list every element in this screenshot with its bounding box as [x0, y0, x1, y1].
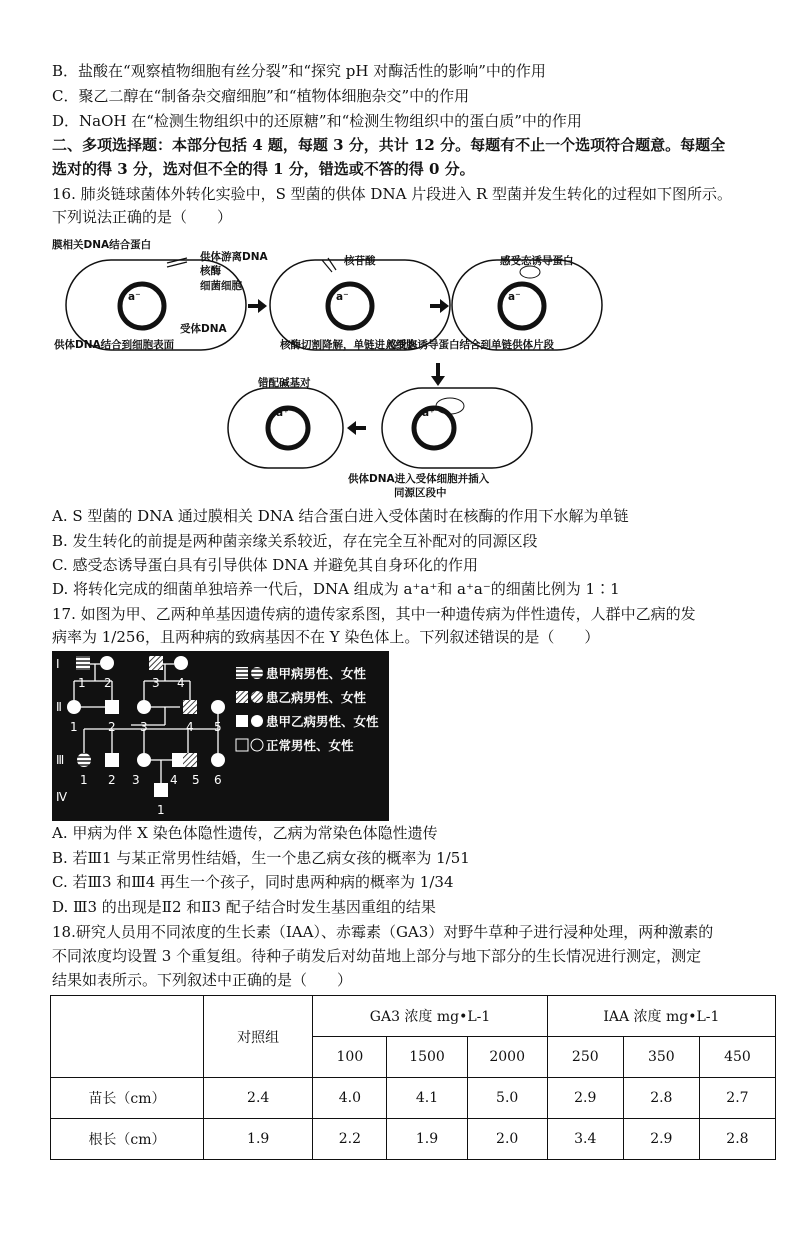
num-IV1: 1: [157, 803, 165, 817]
allele-label-1: a⁻: [128, 291, 141, 303]
cell: 2.9: [623, 1119, 699, 1160]
cell: 2.9: [547, 1078, 623, 1119]
receptor-dna-2: [328, 284, 372, 328]
arrow-left-head: [347, 421, 356, 435]
ga3-conc-2: 1500: [387, 1037, 467, 1078]
legend-sym-b-male: [236, 691, 248, 703]
option-c-prev: C．聚乙二醇在“制备杂交瘤细胞”和“植物体细胞杂交”中的作用: [52, 87, 470, 105]
label-bacterial-cell: 细菌细胞: [200, 280, 242, 292]
q17-option-c: C. 若Ⅲ3 和Ⅲ4 再生一个孩子，同时患两种病的概率为 1/34: [52, 873, 454, 891]
q18-stem-line3: 结果如表所示。下列叙述中正确的是（ ）: [52, 971, 353, 989]
header-ga3: GA3 浓度 mg•L-1: [313, 996, 547, 1037]
section2-line2: 选对的得 3 分，选对但不全的得 1 分，错选或不答的得 0 分。: [52, 160, 475, 178]
caption-step2: 核酶切割降解，单链进入细胞: [280, 339, 417, 351]
gen-label-3: Ⅲ: [56, 753, 65, 767]
ped-II1: [67, 700, 81, 714]
receptor-dna-1: [120, 284, 164, 328]
ga3-conc-1: 100: [313, 1037, 387, 1078]
num-II1: 1: [70, 720, 78, 734]
ped-I1: [76, 656, 90, 670]
ped-III1: [77, 753, 91, 767]
table-row: [51, 1078, 776, 1119]
q17-stem-line1: 17. 如图为甲、乙两种单基因遗传病的遗传家系图，其中一种遗传病为伴性遗传，人群中乙病的发: [52, 605, 696, 623]
cell: 2.0: [467, 1119, 547, 1160]
caption-step1: 供体DNA结合到细胞表面: [54, 339, 175, 351]
cell-4: [382, 388, 532, 468]
row-label: 苗长（cm）: [51, 1078, 204, 1119]
num-II3: 3: [140, 720, 148, 734]
ped-III3: [137, 753, 151, 767]
num-III4: 4: [170, 773, 178, 787]
ped-I3: [149, 656, 163, 670]
ped-IV1: [154, 783, 168, 797]
iaa-conc-3: 450: [699, 1037, 775, 1078]
ped-II2: [105, 700, 119, 714]
label-nucleotide: 核苷酸: [344, 255, 376, 267]
label-mismatch: 错配碱基对: [258, 377, 311, 389]
table-corner: [51, 996, 204, 1078]
q17-option-b: B. 若Ⅲ1 与某正常男性结婚，生一个患乙病女孩的概率为 1/51: [52, 849, 470, 867]
cell: 4.1: [387, 1078, 467, 1119]
legend-sym-a-female: [251, 667, 263, 679]
option-b-prev: B．盐酸在“观察植物细胞有丝分裂”和“探究 pH 对酶活性的影响”中的作用: [52, 62, 546, 80]
legend-sym-a-male: [236, 667, 248, 679]
legend-sym-normal-female: [251, 739, 263, 751]
ped-III5: [183, 753, 197, 767]
q18-stem-line2: 不同浓度均设置 3 个重复组。待种子萌发后对幼苗地上部分与地下部分的生长情况进行测定，测定: [52, 947, 702, 965]
ped-I2: [100, 656, 114, 670]
allele-label-5: a⁺: [276, 407, 289, 419]
cell: 4.0: [313, 1078, 387, 1119]
legend-disease-a: 患甲病男性、女性: [266, 666, 367, 681]
row-label: 根长（cm）: [51, 1119, 204, 1160]
iaa-conc-1: 250: [547, 1037, 623, 1078]
arrow-down-head: [431, 376, 445, 386]
caption-step4b: 同源区段中: [394, 487, 447, 499]
num-III3: 3: [132, 773, 140, 787]
cell-2: [270, 260, 450, 350]
receptor-dna-3: [500, 284, 544, 328]
cell: 2.2: [313, 1119, 387, 1160]
cell: 2.4: [204, 1078, 313, 1119]
caption-step4a: 供体DNA进入受体细胞并插入: [348, 473, 490, 485]
legend-sym-b-female: [251, 691, 263, 703]
num-III1: 1: [80, 773, 88, 787]
caption-step3: 感受态诱导蛋白结合到单链供体片段: [386, 339, 554, 351]
ped-III2: [105, 753, 119, 767]
pedigree-chart: [52, 651, 389, 821]
gen-label-4: Ⅳ: [56, 790, 68, 804]
option-d-prev: D．NaOH 在“检测生物组织中的还原糖”和“检测生物组织中的蛋白质”中的作用: [52, 112, 582, 130]
section2-line1: 二、多项选择题：本部分包括 4 题，每题 3 分，共计 12 分。每题有不止一个选项符合题意。每题全: [52, 136, 726, 154]
num-I2: 2: [104, 676, 112, 690]
cell: 2.8: [623, 1078, 699, 1119]
q16-option-b: B. 发生转化的前提是两种菌亲缘关系较近，存在完全互补配对的同源区段: [52, 532, 538, 550]
cell: 1.9: [204, 1119, 313, 1160]
legend-sym-ab-female: [251, 715, 263, 727]
arrow-2-head: [440, 299, 449, 313]
num-I4: 4: [177, 676, 185, 690]
allele-label-2: a⁻: [336, 291, 349, 303]
legend-sym-normal-male: [236, 739, 248, 751]
iaa-conc-2: 350: [623, 1037, 699, 1078]
arrow-1-head: [258, 299, 267, 313]
allele-label-4: a⁺: [422, 407, 435, 419]
num-II5: 5: [214, 720, 222, 734]
legend-normal: 正常男性、女性: [266, 738, 354, 753]
ga3-conc-3: 2000: [467, 1037, 547, 1078]
num-III6: 6: [214, 773, 222, 787]
q18-stem-line1: 18.研究人员用不同浓度的生长素（IAA）、赤霉素（GA3）对野牛草种子进行浸种处理，两种激素的: [52, 923, 714, 941]
cell: 2.8: [699, 1119, 775, 1160]
q17-option-a: A. 甲病为伴 X 染色体隐性遗传，乙病为常染色体隐性遗传: [52, 824, 438, 842]
legend-disease-b: 患乙病男性、女性: [266, 690, 367, 705]
label-membrane-protein: 膜相关DNA结合蛋白: [52, 239, 152, 251]
q17-option-d: D. Ⅲ3 的出现是Ⅱ2 和Ⅱ3 配子结合时发生基因重组的结果: [52, 898, 436, 916]
header-iaa: IAA 浓度 mg•L-1: [547, 996, 775, 1037]
label-receptor-dna: 受体DNA: [180, 323, 227, 335]
num-II2: 2: [108, 720, 116, 734]
cell: 3.4: [547, 1119, 623, 1160]
q16-stem-line1: 16. 肺炎链球菌体外转化实验中，S 型菌的供体 DNA 片段进入 R 型菌并发生转化的过程如下图所示。: [52, 185, 733, 203]
num-I3: 3: [152, 676, 160, 690]
cell: 5.0: [467, 1078, 547, 1119]
num-III5: 5: [192, 773, 200, 787]
legend-disease-ab: 患甲乙病男性、女性: [266, 714, 379, 729]
q16-stem-line2: 下列说法正确的是（ ）: [52, 208, 233, 226]
cell-5: [228, 388, 343, 468]
cell: 2.7: [699, 1078, 775, 1119]
q17-stem-line2: 病率为 1/256，且两种病的致病基因不在 Y 染色体上。下列叙述错误的是（ ）: [52, 628, 600, 646]
allele-label-3: a⁻: [508, 291, 521, 303]
cell: 1.9: [387, 1119, 467, 1160]
gen-label-2: Ⅱ: [56, 700, 62, 714]
label-donor-free-dna: 供体游离DNA: [200, 251, 268, 263]
q16-option-c: C. 感受态诱导蛋白具有引导供体 DNA 并避免其自身环化的作用: [52, 556, 479, 574]
num-III2: 2: [108, 773, 116, 787]
header-control: 对照组: [204, 996, 313, 1078]
table-row: [51, 1119, 776, 1160]
q16-option-d: D. 将转化完成的细菌单独培养一代后，DNA 组成为 a⁺a⁺和 a⁺a⁻的细菌比例为 1∶1: [52, 580, 620, 598]
ped-II5: [211, 700, 225, 714]
ped-III6: [211, 753, 225, 767]
ped-II3: [137, 700, 151, 714]
ped-II4: [183, 700, 197, 714]
num-II4: 4: [186, 720, 194, 734]
label-nuclease: 核酶: [200, 265, 221, 277]
competence-protein-shape: [520, 266, 540, 278]
label-competence-protein: 感受态诱导蛋白: [500, 255, 574, 267]
q16-option-a: A. S 型菌的 DNA 通过膜相关 DNA 结合蛋白进入受体菌时在核酶的作用下水解为单链: [52, 507, 629, 525]
insertion-coil: [436, 398, 464, 414]
transformation-diagram: [52, 238, 612, 503]
growth-table: [50, 995, 776, 1160]
gen-label-1: Ⅰ: [56, 657, 60, 671]
ped-I4: [174, 656, 188, 670]
num-I1: 1: [78, 676, 86, 690]
legend-sym-ab-male: [236, 715, 248, 727]
cell-3: [452, 260, 602, 350]
